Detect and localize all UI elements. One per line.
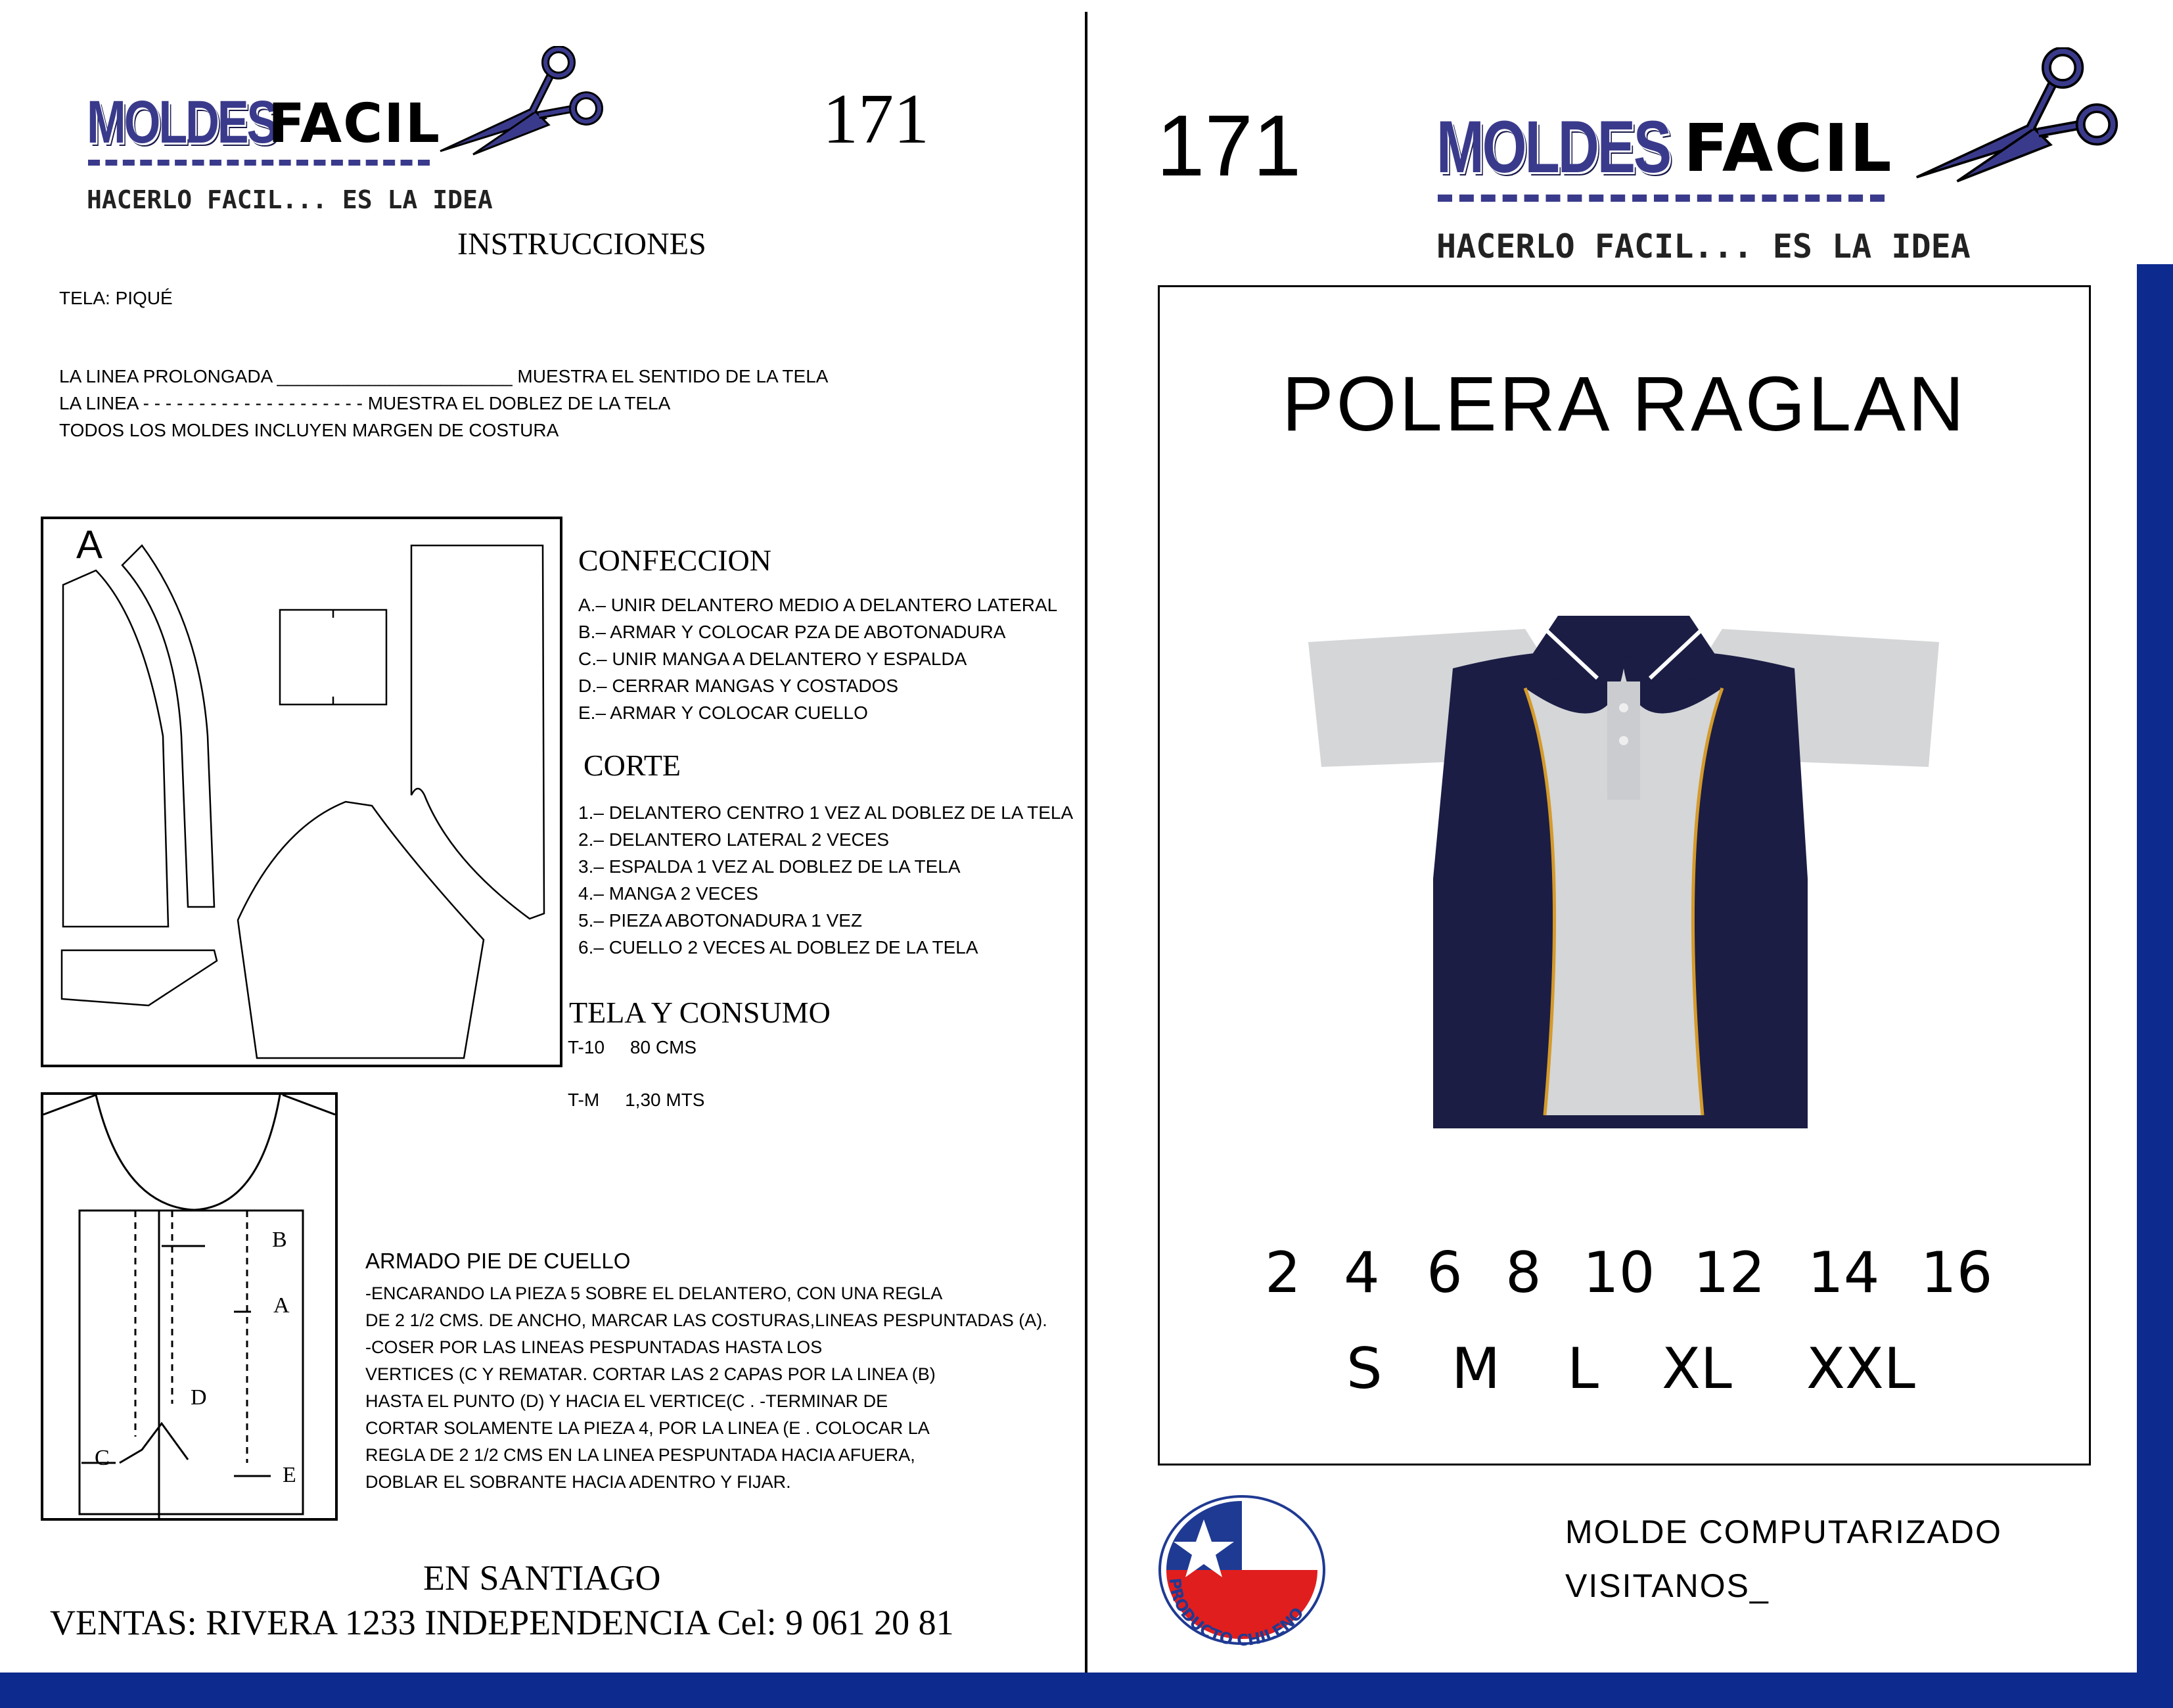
size-label: S	[1346, 1336, 1383, 1402]
armado-line: DE 2 1/2 CMS. DE ANCHO, MARCAR LAS COSTURAS,LINEAS PESPUNTADAS (A).	[365, 1310, 1047, 1330]
collar-construction-drawing	[43, 1095, 335, 1518]
numeric-sizes	[1265, 1240, 1993, 1312]
polo-shirt-image	[1308, 616, 1939, 1142]
logo-moldes-text: MOLDES	[1436, 106, 1670, 188]
logo-tagline: HACERLO FACIL... ES LA IDEA	[1436, 227, 1971, 265]
size-label: 2	[1265, 1240, 1301, 1306]
size-label: 14	[1808, 1240, 1880, 1306]
corte-list	[578, 799, 1073, 961]
chile-seal-icon	[1156, 1493, 1327, 1647]
legend-line: LA LINEA - - - - - - - - - - - - - - - - - - - - MUESTRA EL DOBLEZ DE LA TELA	[59, 393, 671, 413]
letter-sizes	[1346, 1336, 1938, 1408]
diagram-label-b: B	[272, 1228, 287, 1252]
pattern-pieces-box	[41, 517, 562, 1067]
cover-pattern-number: 171	[1156, 97, 1302, 194]
logo-dashed-underline	[1438, 195, 1885, 202]
list-item: B.– ARMAR Y COLOCAR PZA DE ABOTONADURA	[578, 622, 1006, 642]
armado-line: HASTA EL PUNTO (D) Y HACIA EL VERTICE(C . -TERMINAR DE	[365, 1391, 888, 1411]
product-title: POLERA RAGLAN	[1281, 361, 1967, 448]
corte-title: CORTE	[583, 749, 681, 782]
consumo-item: T-M 1,30 MTS	[568, 1090, 705, 1110]
page-divider	[1085, 12, 1087, 1674]
list-item: D.– CERRAR MANGAS Y COSTADOS	[578, 676, 898, 696]
armado-title: ARMADO PIE DE CUELLO	[365, 1249, 631, 1273]
bottom-blue-bar	[0, 1673, 2173, 1708]
armado-line: DOBLAR EL SOBRANTE HACIA ADENTRO Y FIJAR.	[365, 1472, 791, 1492]
visitanos-link[interactable]: VISITANOS_	[1565, 1567, 1770, 1604]
list-item: A.– UNIR DELANTERO MEDIO A DELANTERO LATERAL	[578, 595, 1058, 615]
instructions-title: INSTRUCCIONES	[457, 227, 706, 262]
list-item: 6.– CUELLO 2 VECES AL DOBLEZ DE LA TELA	[578, 937, 978, 958]
pattern-number: 171	[823, 80, 929, 158]
logo-facil-text: FACIL	[1683, 110, 1893, 187]
pattern-pieces-drawing	[43, 519, 560, 1065]
size-label: 8	[1505, 1240, 1542, 1306]
armado-line: -COSER POR LAS LINEAS PESPUNTADAS HASTA LOS	[365, 1337, 823, 1357]
list-item: 5.– PIEZA ABOTONADURA 1 VEZ	[578, 910, 863, 931]
tela-consumo-title: TELA Y CONSUMO	[569, 996, 831, 1029]
list-item: 2.– DELANTERO LATERAL 2 VECES	[578, 829, 890, 850]
diagram-label-d: D	[191, 1385, 207, 1410]
list-item: E.– ARMAR Y COLOCAR CUELLO	[578, 703, 868, 723]
list-item: 4.– MANGA 2 VECES	[578, 883, 758, 904]
size-label: XXL	[1806, 1336, 1915, 1402]
cover-box	[1158, 285, 2091, 1466]
fabric-type: TELA: PIQUÉ	[59, 288, 173, 308]
diagram-label-c: C	[95, 1446, 110, 1470]
molde-computarizado: MOLDE COMPUTARIZADO	[1565, 1513, 2002, 1550]
size-label: M	[1452, 1336, 1501, 1402]
size-label: L	[1567, 1336, 1599, 1402]
pattern-piece-label: A	[76, 522, 103, 566]
scissors-icon	[434, 46, 605, 158]
diagram-label-a: A	[273, 1293, 290, 1318]
list-item: 3.– ESPALDA 1 VEZ AL DOBLEZ DE LA TELA	[578, 856, 961, 877]
diagram-label-e: E	[283, 1463, 296, 1487]
confeccion-list	[578, 591, 1057, 726]
legend-line: LA LINEA PROLONGADA _______________________ MUESTRA EL SENTIDO DE LA TELA	[59, 366, 829, 386]
collar-diagram-box	[41, 1092, 338, 1521]
legend-line: TODOS LOS MOLDES INCLUYEN MARGEN DE COSTURA	[59, 420, 559, 440]
seal-text: PRODUCTO CHILENO	[1165, 1577, 1308, 1647]
logo-tagline: HACERLO FACIL... ES LA IDEA	[87, 185, 493, 214]
size-label: XL	[1662, 1336, 1732, 1402]
armado-line: -ENCARANDO LA PIEZA 5 SOBRE EL DELANTERO, CON UNA REGLA	[365, 1283, 943, 1303]
size-label: 10	[1583, 1240, 1655, 1306]
consumo-item: T-10 80 CMS	[568, 1037, 697, 1057]
armado-line: VERTICES (C Y REMATAR. CORTAR LAS 2 CAPAS POR LA LINEA (B)	[365, 1364, 936, 1384]
armado-text	[365, 1280, 1047, 1496]
size-label: 6	[1427, 1240, 1463, 1306]
list-item: 1.– DELANTERO CENTRO 1 VEZ AL DOBLEZ DE LA TELA	[578, 802, 1074, 823]
size-label: 12	[1693, 1240, 1766, 1306]
right-blue-edge-bar	[2137, 264, 2173, 1708]
footer-city: EN SANTIAGO	[423, 1558, 661, 1598]
line-legend	[59, 363, 828, 444]
logo-dashed-underline	[88, 160, 430, 166]
armado-line: REGLA DE 2 1/2 CMS EN LA LINEA PESPUNTADA HACIA AFUERA,	[365, 1445, 915, 1465]
logo-moldes-text: MOLDES	[87, 89, 277, 156]
armado-line: CORTAR SOLAMENTE LA PIEZA 4, POR LA LINEA (E . COLOCAR LA	[365, 1418, 930, 1438]
footer-sales: VENTAS: RIVERA 1233 INDEPENDENCIA Cel: 9 061 20 81	[50, 1603, 954, 1642]
scissors-icon	[1906, 47, 2122, 185]
list-item: C.– UNIR MANGA A DELANTERO Y ESPALDA	[578, 649, 967, 669]
logo-facil-text: FACIL	[268, 93, 442, 155]
confeccion-title: CONFECCION	[578, 543, 771, 577]
size-label: 4	[1344, 1240, 1380, 1306]
size-label: 16	[1921, 1240, 1993, 1306]
